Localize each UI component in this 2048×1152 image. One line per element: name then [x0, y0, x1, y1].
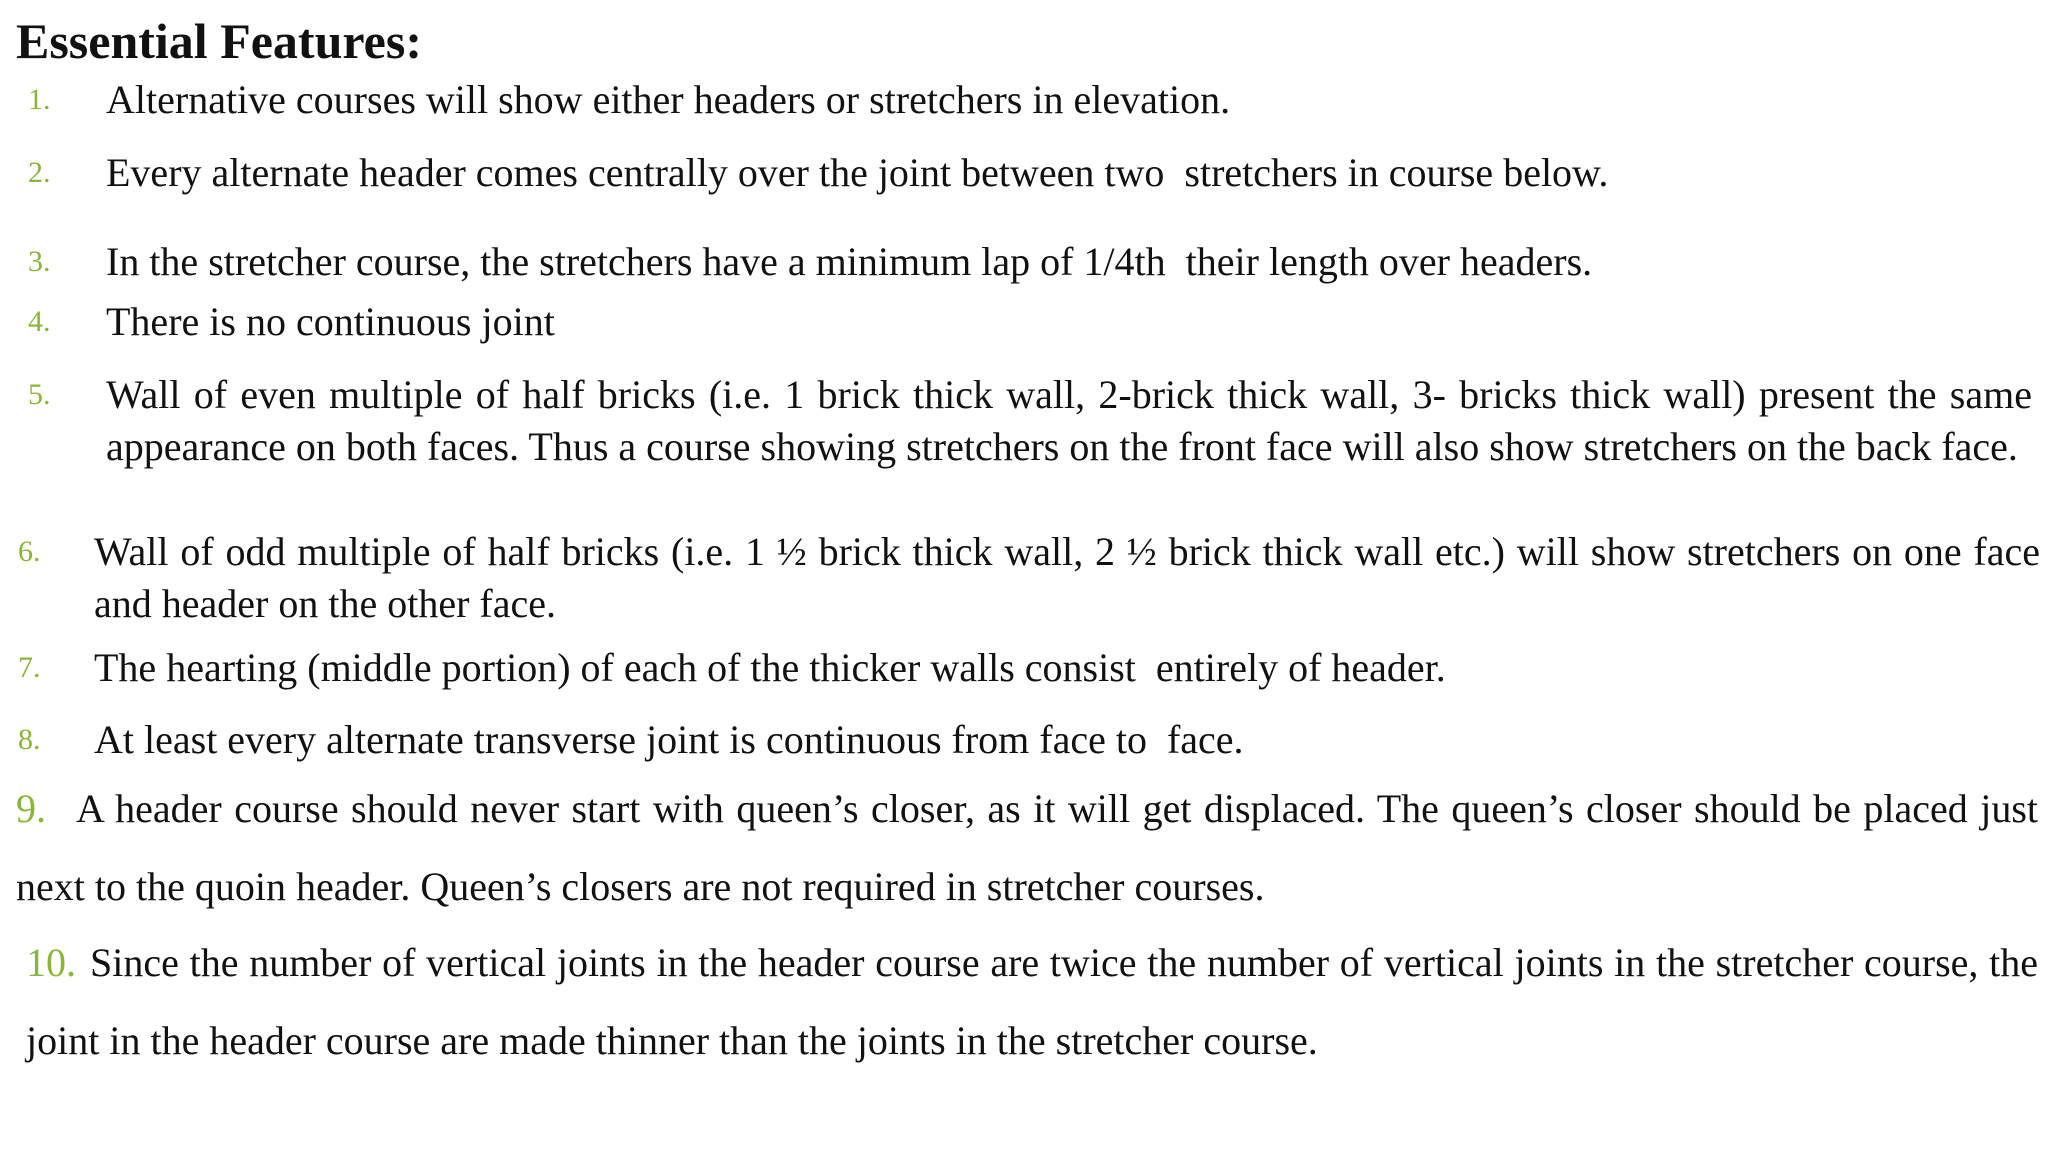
list-text: Wall of even multiple of half bricks (i.e. 1 brick thick wall, 2-brick thick wall, 3- bricks thick wall) present the same appearance on both faces. Thus a course showing stretchers on the front face will also show stretchers on the back face. — [106, 372, 2032, 469]
list-item-10 — [26, 924, 2038, 1080]
list-number: 2. — [28, 156, 51, 189]
list-number: 10. — [26, 940, 76, 985]
list-number: 6. — [18, 535, 41, 568]
list-text: A header course should never start with queen’s closer, as it will get displaced. The queen’s closer should be placed just next to the quoin header. Queen’s closers are not required in stretcher courses. — [16, 786, 2038, 909]
list-number: 4. — [28, 305, 51, 338]
list-text: Every alternate header comes centrally over the joint between two stretchers in course below. — [106, 150, 1609, 195]
list-number: 3. — [28, 245, 51, 278]
slide-title: Essential Features: — [16, 13, 422, 69]
list-number: 8. — [18, 723, 41, 756]
list-text: Since the number of vertical joints in the header course are twice the number of vertical joints in the stretcher course, the joint in the header course are made thinner than the joints in the stretcher course. — [26, 940, 2038, 1063]
list-text: Wall of odd multiple of half bricks (i.e. 1 ½ brick thick wall, 2 ½ brick thick wall etc.) will show stretchers on one face and header on the other face. — [94, 529, 2040, 626]
list-item-9 — [16, 770, 2038, 926]
list-text: Alternative courses will show either headers or stretchers in elevation. — [106, 77, 1231, 122]
list-text: There is no continuous joint — [106, 299, 555, 344]
list-number: 1. — [28, 83, 51, 116]
list-number: 5. — [28, 378, 51, 411]
list-number: 7. — [18, 651, 41, 684]
list-number: 9. — [16, 786, 46, 831]
list-text: At least every alternate transverse joint is continuous from face to face. — [94, 717, 1244, 762]
list-text: In the stretcher course, the stretchers have a minimum lap of 1/4th their length over headers. — [106, 239, 1593, 284]
list-text: The hearting (middle portion) of each of the thicker walls consist entirely of header. — [94, 645, 1446, 690]
